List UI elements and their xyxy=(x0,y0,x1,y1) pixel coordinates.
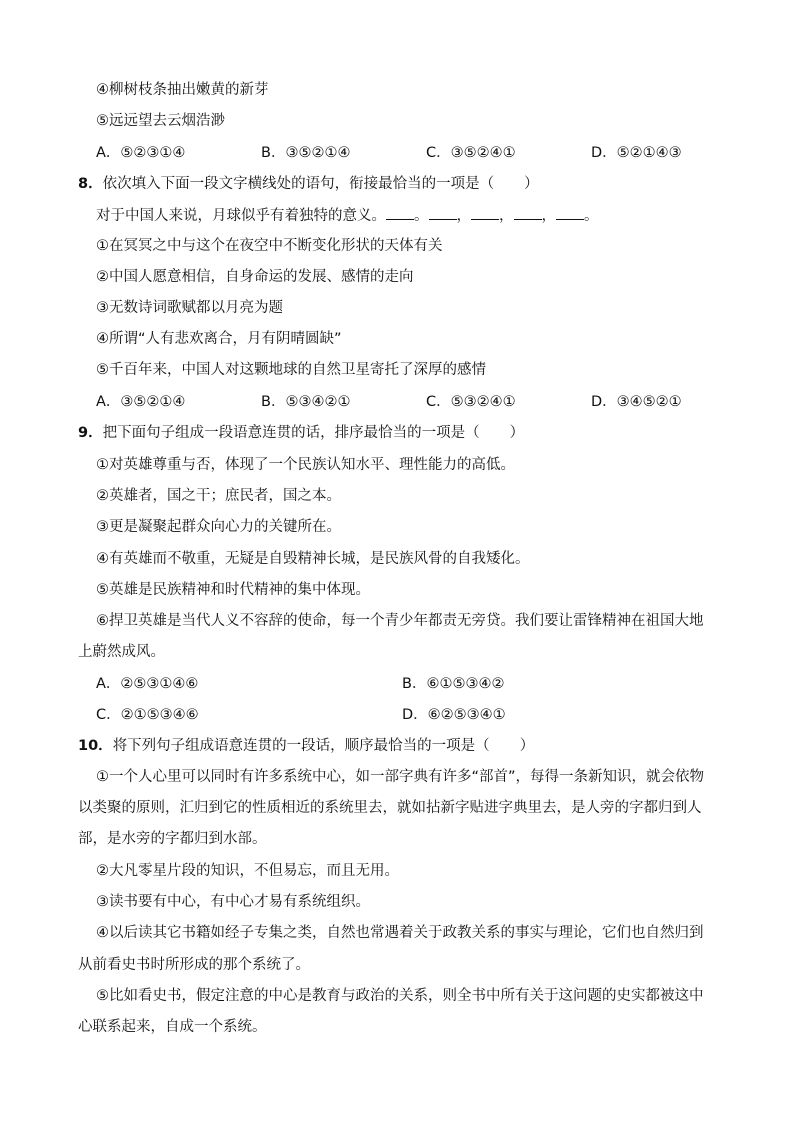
q8-option-d: D．③④⑤②① xyxy=(591,394,682,410)
q9-item-5: ⑤英雄是民族精神和时代精神的集中体现。 xyxy=(96,582,370,598)
q8-item-1: ①在冥冥之中与这个在夜空中不断变化形状的天体有关 xyxy=(96,238,443,254)
q9-item-3: ③更是凝聚起群众向心力的关键所在。 xyxy=(96,519,341,535)
q8-option-a: A．③⑤②①④ xyxy=(96,394,186,410)
q9-item-6-line1: ⑥捍卫英雄是当代人义不容辞的使命，每一个青少年都责无旁贷。我们要让雷锋精神在祖国大地 xyxy=(96,613,704,629)
q9-item-2: ②英雄者，国之干；庶民者，国之本。 xyxy=(96,488,341,504)
q8-stem xyxy=(78,174,539,194)
q8-options xyxy=(96,392,756,412)
q9-options-row1 xyxy=(96,674,708,694)
q10-item-5-line1: ⑤比如看史书，假定注意的中心是教育与政治的关系，则全书中所有关于这问题的史实都被这中 xyxy=(96,988,704,1004)
q8-blank-3 xyxy=(471,205,499,220)
q9-options-row2 xyxy=(96,705,708,725)
q8-blank-1 xyxy=(386,205,414,220)
prev-item-5: ⑤远远望去云烟浩渺 xyxy=(96,113,225,129)
q9-number: 9． xyxy=(78,425,103,441)
q10-item-4-line2: 从前看史书时所形成的那个系统了。 xyxy=(78,957,310,973)
q8-item-2: ②中国人愿意相信，自身命运的发展、感情的走向 xyxy=(96,269,414,285)
q9-option-b: B．⑥①⑤③④② xyxy=(402,676,505,692)
q10-stem-text: 将下列句子组成语意连贯的一段话，顺序最恰当的一项是（ xyxy=(112,738,490,754)
q10-number: 10． xyxy=(78,738,113,754)
q8-item-5: ⑤千百年来，中国人对这颗地球的自然卫星寄托了深厚的感情 xyxy=(96,362,486,378)
q9-item-6-line2: 上蔚然成风。 xyxy=(78,644,165,660)
prev-option-b: B．③⑤②①④ xyxy=(261,145,351,161)
q9-stem xyxy=(78,423,524,443)
q10-item-3: ③读书要有中心，有中心才易有系统组织。 xyxy=(96,894,370,910)
q10-item-2: ②大凡零星片段的知识，不但易忘，而且无用。 xyxy=(96,863,399,879)
q8-option-b: B．⑤③④②① xyxy=(261,394,351,410)
q9-close-paren: ） xyxy=(509,425,525,441)
prev-option-a: A．⑤②③①④ xyxy=(96,145,186,161)
q8-number: 8． xyxy=(78,176,103,192)
q8-blank-4 xyxy=(514,205,542,220)
q9-option-a: A．②⑤③①④⑥ xyxy=(96,676,199,692)
q8-passage-text: 对于中国人来说，月球似乎有着独特的意义。 xyxy=(96,208,386,224)
q10-stem xyxy=(78,736,534,756)
q8-blank-2 xyxy=(429,205,457,220)
q8-option-c: C．⑤③②④① xyxy=(426,394,516,410)
q8-item-4: ④所谓“人有悲欢离合，月有阴晴圆缺” xyxy=(96,331,342,347)
q9-stem-text: 把下面句子组成一段语意连贯的话，排序最恰当的一项是（ xyxy=(102,425,480,441)
q9-item-4: ④有英雄而不敬重，无疑是自毁精神长城，是民族风骨的自我矮化。 xyxy=(96,551,530,567)
q10-item-4-line1: ④以后读其它书籍如经子专集之类，自然也常遇着关于政教关系的事实与理论，它们也自然归到 xyxy=(96,925,704,941)
prev-item-4: ④柳树枝条抽出嫩黄的新芽 xyxy=(96,82,269,98)
q10-item-1-line3: 部，是水旁的字都归到水部。 xyxy=(78,831,267,847)
q9-option-c: C．②①⑤③④⑥ xyxy=(96,707,199,723)
q10-item-1-line2: 以类聚的原则，汇归到它的性质相近的系统里去，就如拈新字贴进字典里去，是人旁的字都归到人 xyxy=(78,800,702,816)
prev-option-d: D．⑤②①④③ xyxy=(591,145,682,161)
prev-option-c: C．③⑤②④① xyxy=(426,145,516,161)
q10-close-paren: ） xyxy=(519,738,535,754)
q8-passage: 对于中国人来说，月球似乎有着独特的意义。 。 ， ， ， 。 xyxy=(96,205,599,226)
q10-item-5-line2: 心联系起来，自成一个系统。 xyxy=(78,1019,267,1035)
q9-option-d: D．⑥②⑤③④① xyxy=(402,707,506,723)
q8-item-3: ③无数诗词歌赋都以月亮为题 xyxy=(96,300,283,316)
q8-stem-text: 依次填入下面一段文字横线处的语句，衔接最恰当的一项是（ xyxy=(102,176,495,192)
q10-item-1-line1: ①一个人心里可以同时有许多系统中心，如一部字典有许多“部首”，每得一条新知识，就会依物 xyxy=(96,769,705,785)
q8-blank-5 xyxy=(556,205,584,220)
prev-options xyxy=(96,143,756,163)
q8-close-paren: ） xyxy=(524,176,539,192)
q9-item-1: ①对英雄尊重与否，体现了一个民族认知水平、理性能力的高低。 xyxy=(96,457,515,473)
